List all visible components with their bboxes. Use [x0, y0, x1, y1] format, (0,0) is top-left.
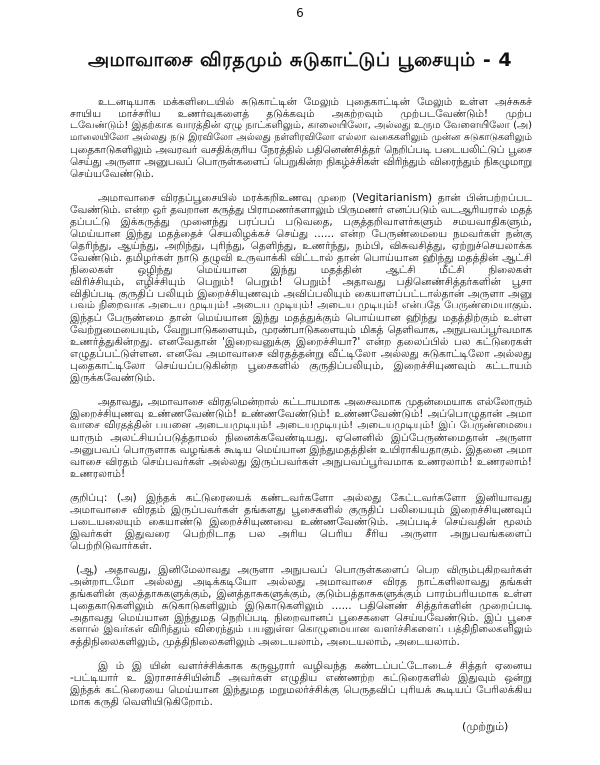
text-line: வாசை விரதம் செய்பவர்கள் அல்லது இருப்பவர்கள் அநுபவப்பூர்வமாக உணரலாம்! உணரலாம்!	[70, 456, 532, 468]
text-line: யாரும் அலட்சியப்படுத்தாமல் நினைக்கவேண்டியது. ஏனெனில் இப்பேருண்மைதான் அருளா	[70, 432, 532, 444]
text-line: அதாவது மெய்யான இந்துமத நெறிப்படி நிறைவானப் பூசைகளை செய்யவேண்டும். இப் பூசை	[70, 612, 532, 624]
text-line: அதாவது, அமாவாசை விரதமென்றால் கட்டாயமாக அசைவமாக முதன்மையாக எல்லோரும்	[98, 396, 532, 408]
text-line: அனுபவப் பொருளாக வழங்கக் கூடிய மெய்யான இந்துமதத்தின் உயிராகியதாகும். இதனை அமா	[70, 444, 532, 456]
text-line: வேற்றுமையையும், வேறுபாடுகளையும், முரண்பாடுகளையும் மிகத் தெளிவாக, அநுபவப்பூர்வமாக	[70, 324, 532, 336]
text-line: இந்தக் கட்டுரையை மெய்யான இந்துமத மறுமலர்ச்சிக்கு பெருதவிப் புரியக் கூடியப் பேரிலக்கிய	[70, 684, 532, 696]
paragraph-1	[70, 96, 532, 180]
paragraph-2	[70, 192, 532, 384]
text-line: குறிப்பு: (அ) இந்தக் கட்டுரையைக் கண்டவர்களோ அல்லது கேட்டவர்களோ இனியாவது	[70, 492, 532, 504]
text-line: படையலையும் கையாண்டு இறைச்சியுணவை உண்ணவேண்டும். அப்படிச் செய்வதின் மூலம்	[70, 516, 532, 528]
text-line: விரிச்சியும், எழிச்சியும் பெறும்! பெறும்! பெறும்! அதாவது பதினெண்சித்தர்களின் பூசா	[70, 276, 532, 288]
note-paragraph-b	[70, 564, 532, 648]
end-mark: (முற்றும்)	[462, 720, 509, 733]
text-line: மாலையிலோ அல்லது நடு இரவிலோ அல்லது நள்ளிரவிலோ எல்லா வகைகளிலும் முன்ன சுடுகாடுகளிலும்	[70, 132, 532, 143]
text-line: புதைகாட்டிலோ செய்யப்படுகின்ற பூசைகளில் குருதிப்பலியும், இறைச்சியுணவும் கட்டாயம்	[70, 360, 532, 372]
page-title: அமாவாசை விரதமும் சுடுகாட்டுப் பூசையும் - 4	[87, 49, 513, 71]
text-line: இ ம் இ யின் வளர்ச்சிக்காக கருவூரார் வழிவந்த கண்டப்பட்டோடைச் சித்தர் ஏனைய	[98, 660, 532, 672]
text-line: சாயிய மாச்சரிய உணர்வுகளைத் தடுக்கவும் அகற்றவும் முற்படவேண்டும்! முற்ப	[70, 108, 532, 120]
text-line: உணர்த்துகின்றது. எனவேதான் 'இறைவனுக்கு இறைச்சியா?' என்ற தலைப்பில் பல கட்டுரைகள்	[70, 336, 532, 348]
text-line: வேண்டும். என்ற ஒர் தவறான கருத்து பிராமணர்களாலும் பிருமணர் எனப்படும் வடஆரியரால் மதத்	[70, 204, 532, 216]
text-line: அமாவாசை விரதப்பூசையில் மரக்கறிஉணவு முறை (Vegitarianism) தான் பின்பற்றப்பட	[98, 192, 532, 204]
article-body	[70, 96, 532, 708]
note-paragraph-a	[70, 492, 532, 552]
text-line: (ஆ) அதாவது, இனிமேலாவது அருளா அநுபவப் பொருள்களைப் பெற விரும்புகிறவர்கள்	[76, 564, 532, 576]
text-line: மெய்யான இந்து மதத்தைச் செயலிழக்கச் செய்து ...... என்ற பேருண்மையை நமவர்கள் நன்கு	[70, 228, 532, 240]
text-line: இறைச்சியுணவு உண்ணவேண்டும்! உண்ணவேண்டும்! உண்ணவேண்டும்! அப்பொழுதான் அமா	[70, 408, 532, 420]
text-line: புதைகாடுகளிலும் அவரவர் வசதிக்குரிய நேரத்தில் பதினெண்சித்தர் நெறிப்படி படையலிட்டுப் பூசை	[70, 144, 532, 156]
text-line: உணரலாம்!	[70, 468, 126, 480]
text-line: செய்யவேண்டும்.	[70, 168, 155, 180]
text-line: உடனடியாக மக்களிடையில் சுடுகாட்டின் மேலும் புதைகாட்டின் மேலும் உள்ள அச்சுகச்	[98, 96, 532, 108]
text-line: வாசை விரதத்தின் பயனை அடையமுடியும்! அடையமுடியும்! அடையமுடியும்! இப் பேருண்மையை	[70, 420, 532, 431]
text-line: விதிப்படி குருதிப் பலியும் இறைச்சியுணவும் அவிப்பலியும் கையாளப்பட்டால்தான் அருளா அனு	[70, 288, 532, 300]
text-line: புதைகாடுகளிலும் சுடுகாடுகளிலும் இடுகாடுகளிலும் ...... பதினெண் சித்தர்களின் முறைப்படி	[70, 600, 532, 612]
publisher-note	[70, 660, 532, 708]
text-line: களால் இவர்கள் விரிந்தும் விரைந்தும் பயனுள்ள கொழுமையான வளர்ச்சிகளைப் பத்திநிலைகளிலும்	[70, 624, 532, 635]
text-line: தெரிந்து, ஆய்ந்து, அறிந்து, புரிந்து, தெளிந்து, உணர்ந்து, நம்பி, விசுவசித்து, ஏற்றுச்செயலாக்க	[70, 240, 532, 252]
text-line: எழுதப்பட்டுள்ளன. எனவே அமாவாசை விரதத்தன்று வீட்டிலோ அல்லது சுடுகாட்டிலோ அல்லது	[70, 348, 532, 360]
text-line: மாக கருதி வெளியிடுகிறோம்.	[70, 696, 213, 708]
text-line: நிலைகள் ஒழிந்து மெய்யான இந்து மதத்தின் ஆட்சி மீட்சி நிலைகள்	[70, 264, 532, 276]
page-number: 6	[296, 6, 304, 20]
text-line: பவம் நிறைவாக அடைய முடியும்! அடைய முடியும்! அடைய முடியும்! என்பதே பேருண்மையாகும்.	[70, 300, 532, 311]
text-line: தப்பட்டு இக்கருத்து முனைந்து பரப்பப் படுவதை, பகுத்தறிவாளர்களும் சமயவாதிகளும்,	[70, 216, 532, 228]
text-line: இவர்கள் இதுவரை பெற்றிடாத பல அரிய பெரிய சீரிய அருளா அநுபவங்களைப்	[70, 528, 532, 540]
text-line: தங்களின் குலத்தாசுகளுக்கும், இனத்தாசுகளுக்கும், குடும்பத்தாசுகளுக்கும் பாரம்பரியமாக உள்ள	[70, 588, 532, 600]
text-line: -பட்டியார் உ இராசாச்சியின்மீ அவர்கள் எழுதிய எண்ணற்ற கட்டுரைகளில் இதுவும் ஒன்று	[70, 672, 532, 684]
text-line: இந்தப் பேருண்மை தான் மெய்யான இந்து மதத்துக்கும் பொய்யான ஹிந்து மதத்திற்கும் உள்ள	[70, 312, 532, 324]
text-line: அன்றாடமோ அல்லது அடிக்கடியோ அல்லது அமாவாசை விரத நாட்களிலாவது தங்கள்	[70, 576, 532, 588]
text-line: இருக்கவேண்டும்.	[70, 372, 156, 384]
text-line: அமாவாசை விரதம் இருப்பவர்கள் தங்களது பூசைகளில் குருதிப் பலியையும் இறைச்சியுணவுப்	[70, 504, 532, 516]
text-line: டவேண்டும்! இதற்காக வாரத்தின் ஏழு நாட்களிலும், காலையிலோ, அல்லது உரும வேளையிலோ (அ)	[70, 120, 532, 131]
text-line: வேண்டும். தமிழர்கள் நாடு தழுவி உருவாக்கி விட்டால் தான் பொய்யான ஹிந்து மதத்தின் ஆட்சி	[70, 252, 532, 264]
text-line: சத்திநிலைகளிலும், முத்திநிலைகளிலும் அடையலாம், அடையலாம், அடையலாம்.	[70, 636, 460, 648]
paragraph-3	[70, 396, 532, 480]
text-line: செய்து அருளா அனுபவப் பொருள்களைப் பெறுகின்ற நிகழ்ச்சிகள் விரிந்தும் விரைந்தும் நிகழுமாறு	[70, 156, 532, 168]
text-line: பெற்றிடுவார்கள்.	[70, 540, 153, 552]
